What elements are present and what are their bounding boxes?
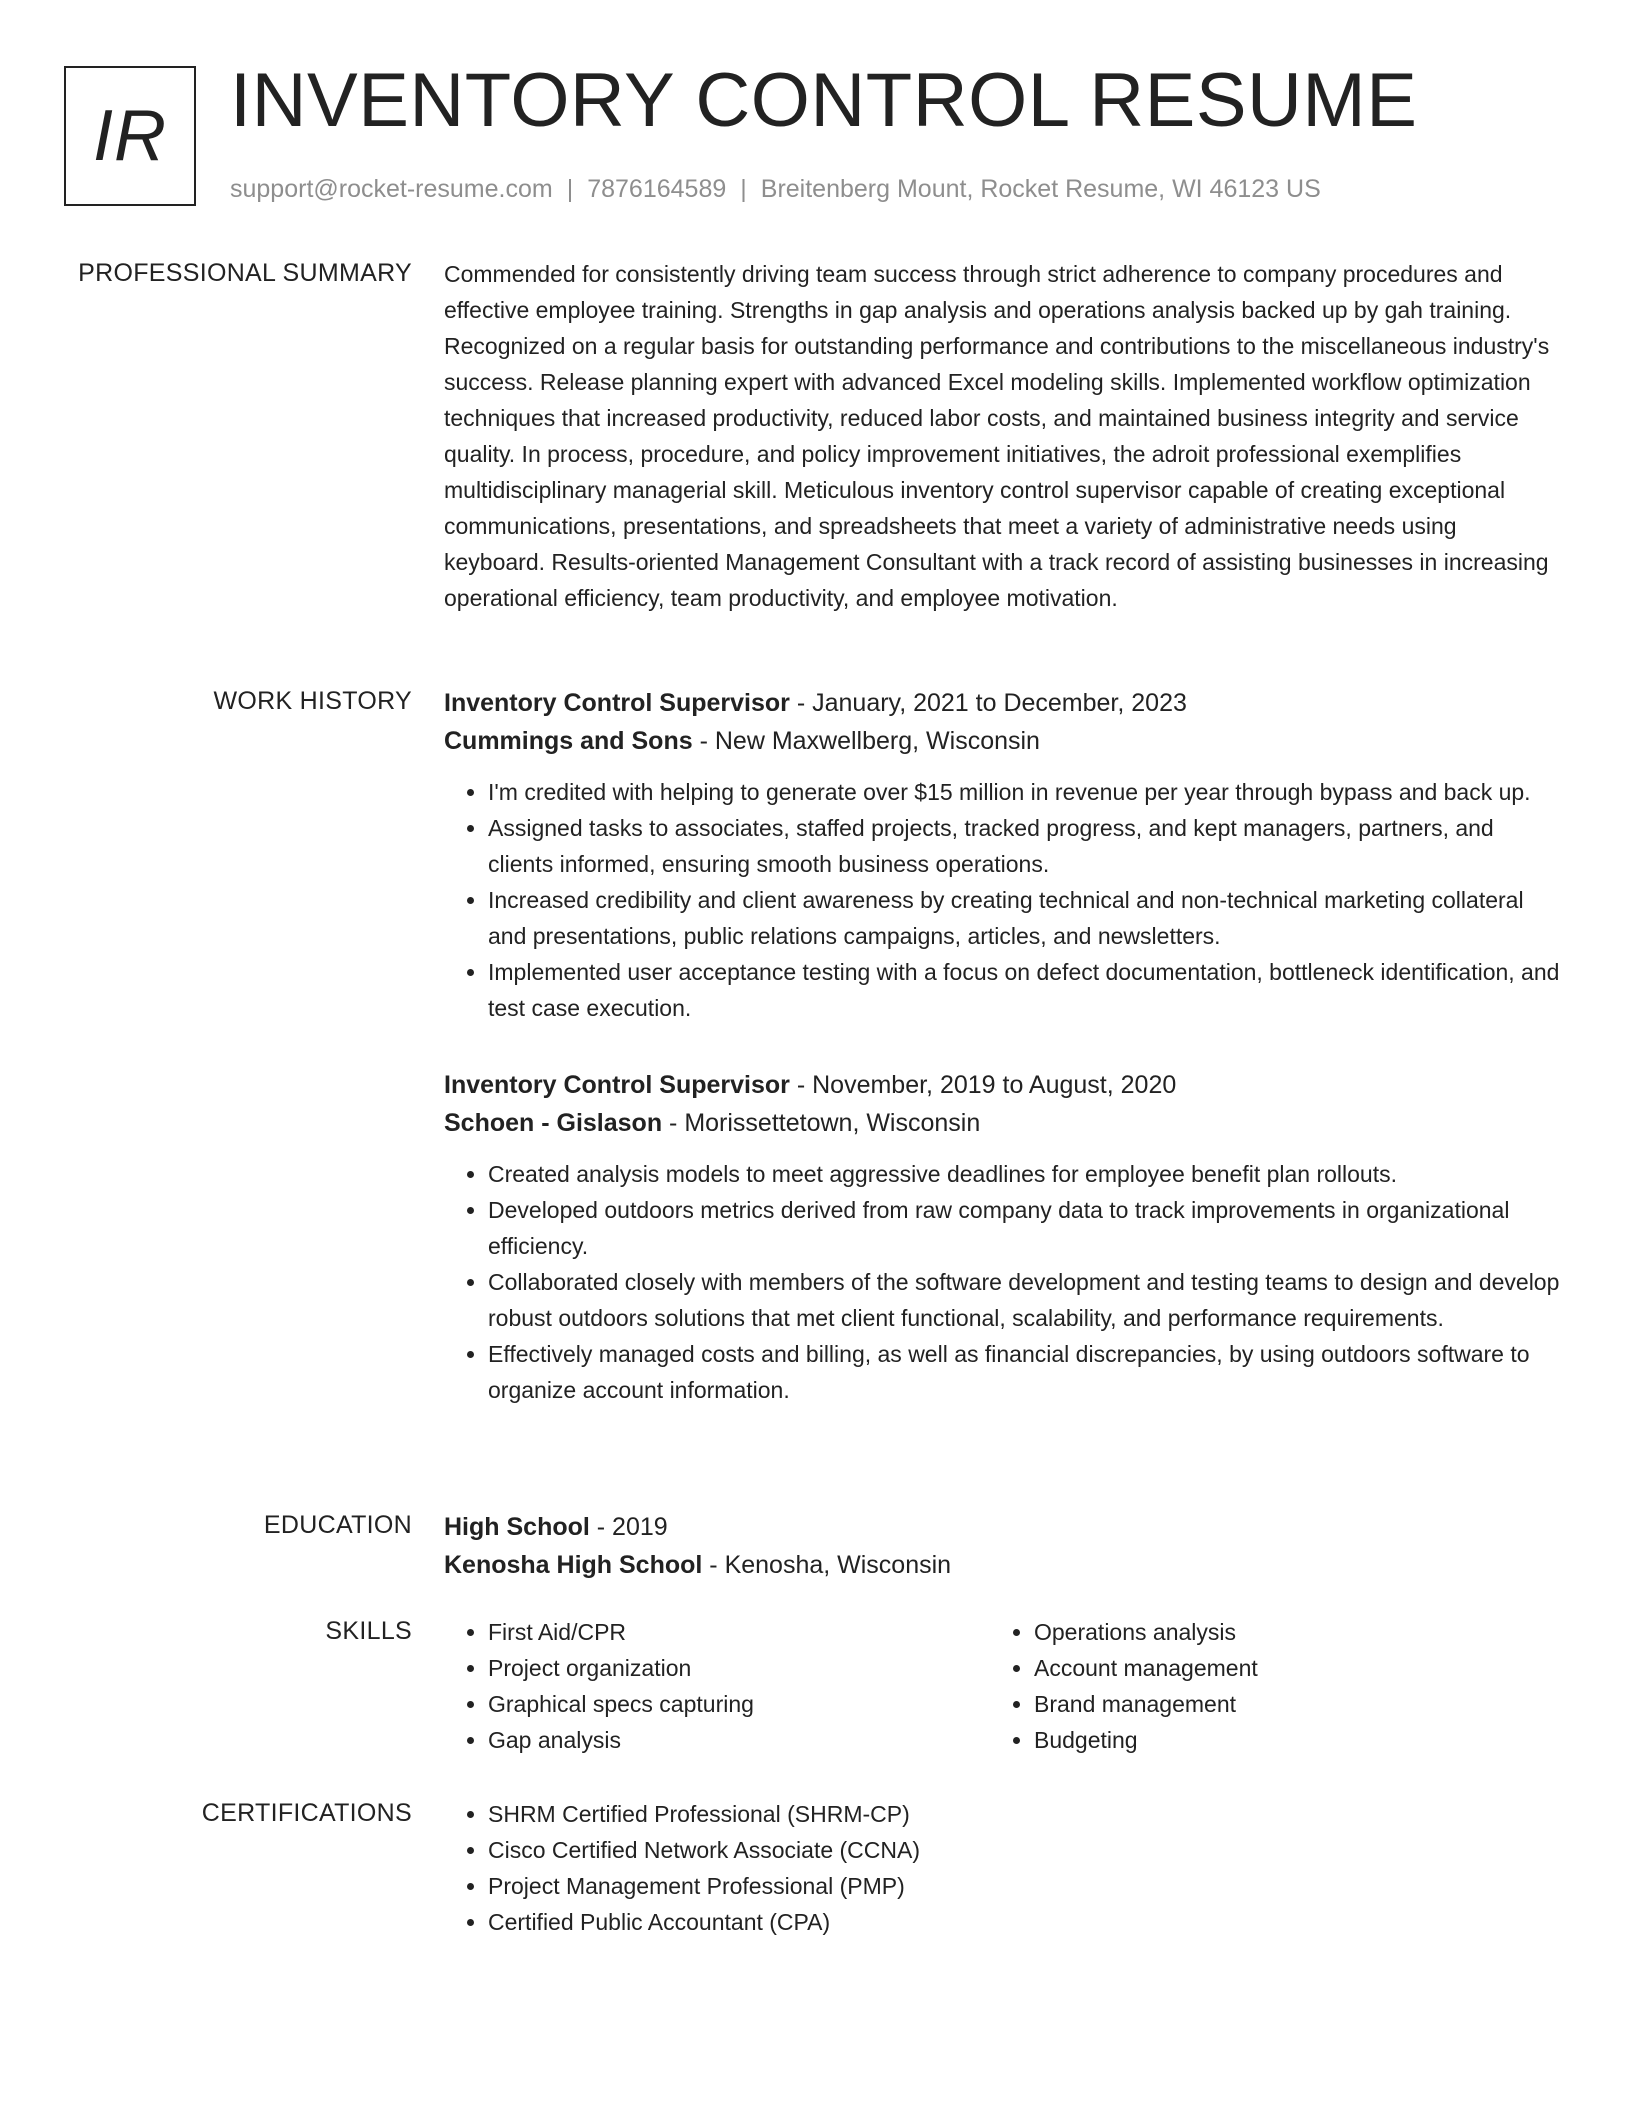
job-role: Inventory Control Supervisor (444, 1071, 790, 1099)
certification-item: • SHRM Certified Professional (SHRM-CP) (488, 1796, 1560, 1832)
skill-item: • Operations analysis (1034, 1614, 1536, 1650)
education-school: Kenosha High School (444, 1551, 703, 1579)
job-bullet: • I'm credited with helping to generate over $15 million in revenue per year through bypass and back up. (488, 774, 1560, 810)
contact-phone[interactable]: 7876164589 (587, 175, 727, 203)
certification-item: • Cisco Certified Network Associate (CCNA) (488, 1832, 1560, 1868)
job-bullet: • Increased credibility and client awareness by creating technical and non-technical marketing collateral and presentations, public relations campaigns, articles, and newsletters. (488, 882, 1560, 954)
summary-text: Commended for consistently driving team success through strict adherence to company procedures and effective employee training. Strengths in gap analysis and operations analysis backed up by gah training. Recognized on a regular basis for outstanding performance and contributions to the miscellaneous industry's success. Release planning expert with advanced Excel modeling skills. Implemented workflow optimization techniques that increased productivity, reduced labor costs, and maintained business integrity and service quality. In process, procedure, and policy improvement initiatives, the adroit professional exemplifies multidisciplinary managerial skill. Meticulous inventory control supervisor capable of creating exceptional communications, presentations, and spreadsheets that meet a variety of administrative needs using keyboard. Results-oriented Management Consultant with a track record of assisting businesses in increasing operational efficiency, team productivity, and employee motivation. (444, 261, 1550, 611)
job-title-line (444, 684, 1560, 722)
skills-column-left (444, 1614, 990, 1758)
education-degree: High School (444, 1513, 590, 1541)
education-heading: EDUCATION (263, 1511, 412, 1539)
skills-column-right (990, 1614, 1536, 1758)
job-location: - Morissettetown, Wisconsin (662, 1109, 981, 1137)
job-entry (444, 1066, 1560, 1408)
resume-title: INVENTORY CONTROL RESUME (230, 58, 1418, 143)
work-history-heading: WORK HISTORY (213, 687, 412, 715)
job-dates: - November, 2019 to August, 2020 (789, 1071, 1177, 1099)
job-bullet: • Effectively managed costs and billing, as well as financial discrepancies, by using outdoors software to organize account information. (488, 1336, 1560, 1408)
job-company: Cummings and Sons (444, 727, 693, 755)
skills-grid (444, 1614, 1560, 1758)
certification-item: • Project Management Professional (PMP) (488, 1868, 1560, 1904)
job-company-line (444, 722, 1560, 760)
job-company: Schoen - Gislason (444, 1109, 663, 1137)
certifications-list (444, 1796, 1560, 1940)
job-bullets (444, 774, 1560, 1026)
certification-item: • Certified Public Accountant (CPA) (488, 1904, 1560, 1940)
monogram-box (64, 66, 196, 206)
skills-body (444, 1614, 1560, 1758)
work-history-body (444, 684, 1560, 1408)
job-bullet: • Implemented user acceptance testing with a focus on defect documentation, bottleneck identification, and test case execution. (488, 954, 1560, 1026)
contact-email[interactable]: support@rocket-resume.com (230, 175, 553, 203)
education-degree-line (444, 1508, 1560, 1546)
contact-line (230, 174, 1321, 204)
job-bullet: • Collaborated closely with members of the software development and testing teams to design and develop robust outdoors solutions that met client functional, scalability, and performance requirements. (488, 1264, 1560, 1336)
skill-item: • Brand management (1034, 1686, 1536, 1722)
education-year: - 2019 (589, 1513, 668, 1541)
job-company-line (444, 1104, 1560, 1142)
job-dates: - January, 2021 to December, 2023 (789, 689, 1187, 717)
certifications-heading: CERTIFICATIONS (201, 1799, 412, 1827)
job-bullet: • Developed outdoors metrics derived from raw company data to track improvements in organizational efficiency. (488, 1192, 1560, 1264)
contact-separator: | (566, 175, 574, 203)
monogram-initials: IR (93, 96, 167, 176)
skill-item: • Gap analysis (488, 1722, 990, 1758)
skill-item: • Account management (1034, 1650, 1536, 1686)
education-school-line (444, 1546, 1560, 1584)
job-bullets (444, 1156, 1560, 1408)
education-location: - Kenosha, Wisconsin (702, 1551, 952, 1579)
job-bullet: • Created analysis models to meet aggressive deadlines for employee benefit plan rollouts. (488, 1156, 1560, 1192)
job-location: - New Maxwellberg, Wisconsin (692, 727, 1040, 755)
job-role: Inventory Control Supervisor (444, 689, 790, 717)
skill-item: • Budgeting (1034, 1722, 1536, 1758)
contact-separator: | (740, 175, 747, 203)
certifications-body (444, 1796, 1560, 1940)
summary-body (444, 256, 1560, 616)
job-title-line (444, 1066, 1560, 1104)
skill-item: • Project organization (488, 1650, 990, 1686)
skills-heading: SKILLS (325, 1617, 412, 1645)
education-body (444, 1508, 1560, 1584)
skill-item: • First Aid/CPR (488, 1614, 990, 1650)
job-bullet: • Assigned tasks to associates, staffed projects, tracked progress, and kept managers, partners, and clients informed, ensuring smooth business operations. (488, 810, 1560, 882)
summary-heading: PROFESSIONAL SUMMARY (78, 259, 412, 287)
job-entry (444, 684, 1560, 1026)
contact-address: Breitenberg Mount, Rocket Resume, WI 46123 US (760, 175, 1321, 203)
skill-item: • Graphical specs capturing (488, 1686, 990, 1722)
